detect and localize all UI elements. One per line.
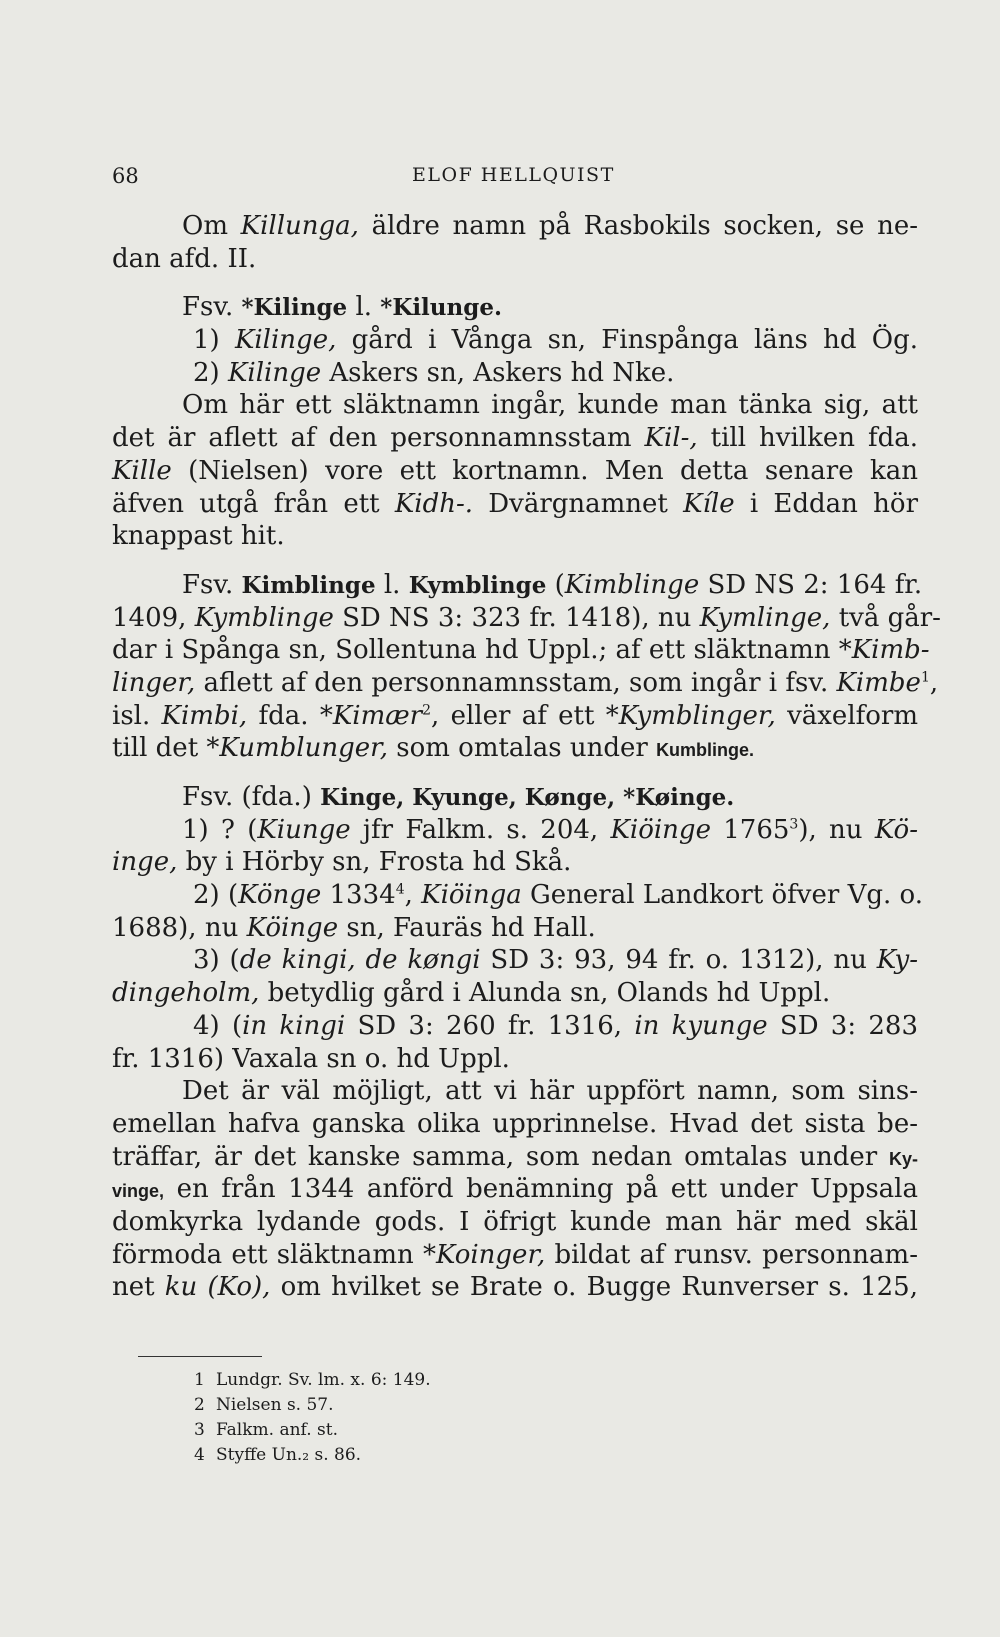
page-header <box>112 164 904 196</box>
text-run: Kiunge <box>257 814 351 845</box>
text-line <box>112 324 918 357</box>
text-run: SD 3: 283 <box>767 1010 918 1041</box>
footnote-number: 4 <box>194 1445 205 1465</box>
text-run: *Koinger, <box>422 1239 546 1270</box>
text-run: *Kilinge <box>241 294 348 322</box>
text-run: i Eddan hör <box>734 488 918 519</box>
text-line <box>112 1206 918 1239</box>
footnote-marker: 1 <box>920 669 930 686</box>
text-run: Fsv. <box>182 292 242 323</box>
footnote-number: 1 <box>194 1370 205 1390</box>
text-run: Ky- <box>876 945 918 976</box>
footnote <box>194 1368 594 1392</box>
text-run: 3) ( <box>193 945 240 976</box>
text-run: Dvärgnamnet <box>473 488 684 519</box>
footnote <box>194 1393 594 1417</box>
text-run: Kymlinge, <box>699 602 831 633</box>
text-run: träffar, är det kanske samma, som nedan omtalas under <box>112 1141 889 1172</box>
text-run: Kil-, <box>644 423 698 454</box>
text-run: 1) ? ( <box>182 814 258 845</box>
text-run: de kingi, de køngi <box>239 945 481 976</box>
text-run: l. <box>347 292 381 323</box>
text-line <box>112 700 918 733</box>
text-run: 2) ( <box>193 880 239 911</box>
body-text <box>112 210 941 1304</box>
text-line <box>112 944 918 977</box>
paragraph-gap <box>112 275 918 291</box>
text-run: (Nielsen) vore ett kortnamn. Men detta senare kan <box>171 455 918 486</box>
text-run: gård i Vånga sn, Finspånga läns hd Ög. <box>336 325 918 356</box>
text-line <box>112 1043 918 1076</box>
text-run: 1) <box>193 325 235 356</box>
text-run: inge, <box>112 847 178 878</box>
footnote-number: 3 <box>194 1420 205 1440</box>
text-run: Kimbi, <box>161 700 248 731</box>
text-run: äfven utgå från ett <box>112 488 395 519</box>
text-run: net <box>112 1272 165 1303</box>
paragraph-gap <box>112 765 918 781</box>
text-line <box>112 1271 918 1304</box>
text-run: Kumblinge. <box>656 740 755 761</box>
paragraph-gap <box>112 553 918 569</box>
footnote-text: Falkm. anf. st. <box>216 1420 338 1440</box>
text-line <box>112 602 941 635</box>
text-run: *Kimb- <box>838 635 930 666</box>
text-run: Kimbe <box>836 667 921 698</box>
text-line <box>112 1141 918 1174</box>
text-line <box>112 357 918 390</box>
text-line <box>112 488 918 521</box>
text-line <box>112 846 918 879</box>
footnote-number: 2 <box>194 1395 205 1415</box>
text-run: *Kymblinger, <box>605 700 776 731</box>
text-run: Kinge, Kyunge, Kønge, *Køinge. <box>320 784 735 811</box>
text-run: *Kilunge. <box>380 294 502 322</box>
text-run: en från 1344 anförd benämning på ett under Uppsala <box>164 1174 918 1205</box>
text-run: , <box>404 880 422 911</box>
footnote-text: Lundgr. Sv. lm. x. 6: 149. <box>216 1370 431 1390</box>
footnote-marker: 4 <box>395 881 405 898</box>
text-run: det är aflett af den personnamnsstam <box>112 423 645 454</box>
text-line <box>112 389 918 422</box>
text-run: 1334 <box>321 880 396 911</box>
footnote-marker: 3 <box>789 816 799 833</box>
text-run: SD NS 3: 323 fr. 1418), nu <box>333 602 700 633</box>
text-run: Kidh-. <box>394 488 474 519</box>
text-line <box>112 977 918 1010</box>
text-line <box>112 1075 918 1108</box>
text-run: växelform <box>775 700 918 731</box>
text-line <box>112 814 918 847</box>
text-run: dar i Spånga sn, Sollentuna hd Uppl.; af ett släktnamn <box>112 635 839 666</box>
text-run: 2) <box>193 357 228 388</box>
text-line <box>112 1173 918 1206</box>
text-run: 1765 <box>710 814 790 845</box>
footnote-rule <box>138 1356 262 1357</box>
text-line <box>112 781 918 814</box>
text-run: Det är väl möjligt, att vi här uppfört namn, som sins- <box>182 1076 918 1107</box>
text-run: Fsv. <box>182 569 242 600</box>
text-run: SD 3: 260 fr. 1316, <box>345 1010 635 1041</box>
text-line <box>112 634 930 667</box>
text-run: l. <box>375 569 409 600</box>
text-run: till hvilken fda. <box>697 423 919 454</box>
text-run: aflett af den personnamnsstam, som ingår i fsv. <box>195 667 837 698</box>
text-run: in kingi <box>242 1010 346 1041</box>
text-run: dingeholm, <box>112 978 260 1009</box>
text-run: bildat af runsv. personnam- <box>545 1239 918 1270</box>
text-run: in kyunge <box>634 1010 768 1041</box>
footnote-marker: 2 <box>422 701 432 718</box>
text-run: SD 3: 93, 94 fr. o. 1312), nu <box>480 945 877 976</box>
text-run: 1688), nu <box>112 912 247 943</box>
text-run: Kö- <box>874 814 918 845</box>
text-run: General Landkort öfver Vg. o. <box>521 880 923 911</box>
text-run: Kimblinge <box>241 571 376 599</box>
running-head-author: ELOF HELLQUIST <box>412 164 615 186</box>
text-run: betydlig gård i Alunda sn, Olands hd Uppl. <box>259 978 831 1009</box>
text-run: äldre namn på Rasbokils socken, se ne- <box>358 211 918 241</box>
page-number: 68 <box>112 164 139 188</box>
text-run: om hvilket se Brate o. Bugge Runverser s. 125, <box>270 1272 918 1303</box>
text-run: Kymblinge <box>194 602 334 633</box>
text-line <box>112 520 918 553</box>
text-line <box>112 1239 918 1272</box>
text-run: sn, Fauräs hd Hall. <box>338 912 596 943</box>
text-run: *Kumblunger, <box>206 733 388 764</box>
text-run: SD NS 2: 164 fr. <box>699 569 923 600</box>
text-run: Killunga, <box>240 211 359 241</box>
text-run: Fsv. (fda.) <box>182 782 321 812</box>
text-run: Om här ett släktnamn ingår, kunde man tänka sig, att <box>182 390 918 421</box>
text-run: *Kimær <box>319 700 423 731</box>
text-line <box>112 210 918 243</box>
text-line <box>112 1108 918 1141</box>
text-line <box>112 879 923 912</box>
text-run: till det <box>112 733 207 764</box>
text-run: linger, <box>112 667 196 698</box>
text-run: domkyrka lydande gods. I öfrigt kunde man här med skäl <box>112 1206 918 1237</box>
text-line <box>112 243 918 276</box>
text-run: ), nu <box>798 814 875 845</box>
text-run: isl. <box>112 700 162 731</box>
text-run: knappast hit. <box>112 521 285 552</box>
text-line <box>112 455 918 488</box>
footnote <box>194 1443 594 1467</box>
text-run: Kiöinge <box>610 814 711 845</box>
text-run: jfr Falkm. s. 204, <box>350 814 611 845</box>
text-line <box>112 422 918 455</box>
footnote-text: Nielsen s. 57. <box>216 1395 334 1415</box>
text-run: Kiöinga <box>421 880 522 911</box>
text-run: ( <box>546 569 565 600</box>
text-run: emellan hafva ganska olika upprinnelse. Hvad det sista be- <box>112 1108 918 1139</box>
text-run: fda. <box>247 700 320 731</box>
text-run: ku (Ko), <box>164 1272 271 1303</box>
text-run: 4) ( <box>193 1010 243 1041</box>
text-line <box>112 569 923 602</box>
text-line <box>112 1010 918 1043</box>
text-line <box>112 912 918 945</box>
text-run: Könge <box>238 880 322 911</box>
text-run: som omtalas under <box>387 733 657 764</box>
text-run: , <box>929 667 939 698</box>
text-run: två går- <box>830 602 941 633</box>
text-run: , eller af ett <box>431 700 606 731</box>
footnote <box>194 1418 594 1442</box>
text-run: Kilinge, <box>234 325 337 356</box>
text-run: by i Hörby sn, Frosta hd Skå. <box>177 847 572 878</box>
text-run: Köinge <box>246 912 339 943</box>
text-run: fr. 1316) Vaxala sn o. hd Uppl. <box>112 1043 510 1074</box>
text-run: dan afd. II. <box>112 243 257 274</box>
text-line <box>112 291 918 324</box>
text-run: Kymblinge <box>408 571 547 599</box>
text-run: Om <box>182 211 241 241</box>
text-line <box>112 667 939 700</box>
text-run: förmoda ett släktnamn <box>112 1239 423 1270</box>
text-run: Kimblinge <box>564 569 700 600</box>
text-run: 1409, <box>112 602 195 633</box>
text-run: Askers sn, Askers hd Nke. <box>321 357 675 388</box>
text-run: Kíle <box>683 488 735 519</box>
text-run: vinge, <box>112 1181 165 1202</box>
text-run: Kilinge <box>227 357 322 388</box>
text-run: Ky- <box>888 1148 918 1169</box>
text-run: Kille <box>112 455 172 486</box>
footnote-text: Styffe Un.₂ s. 86. <box>216 1445 362 1465</box>
text-line <box>112 732 918 765</box>
